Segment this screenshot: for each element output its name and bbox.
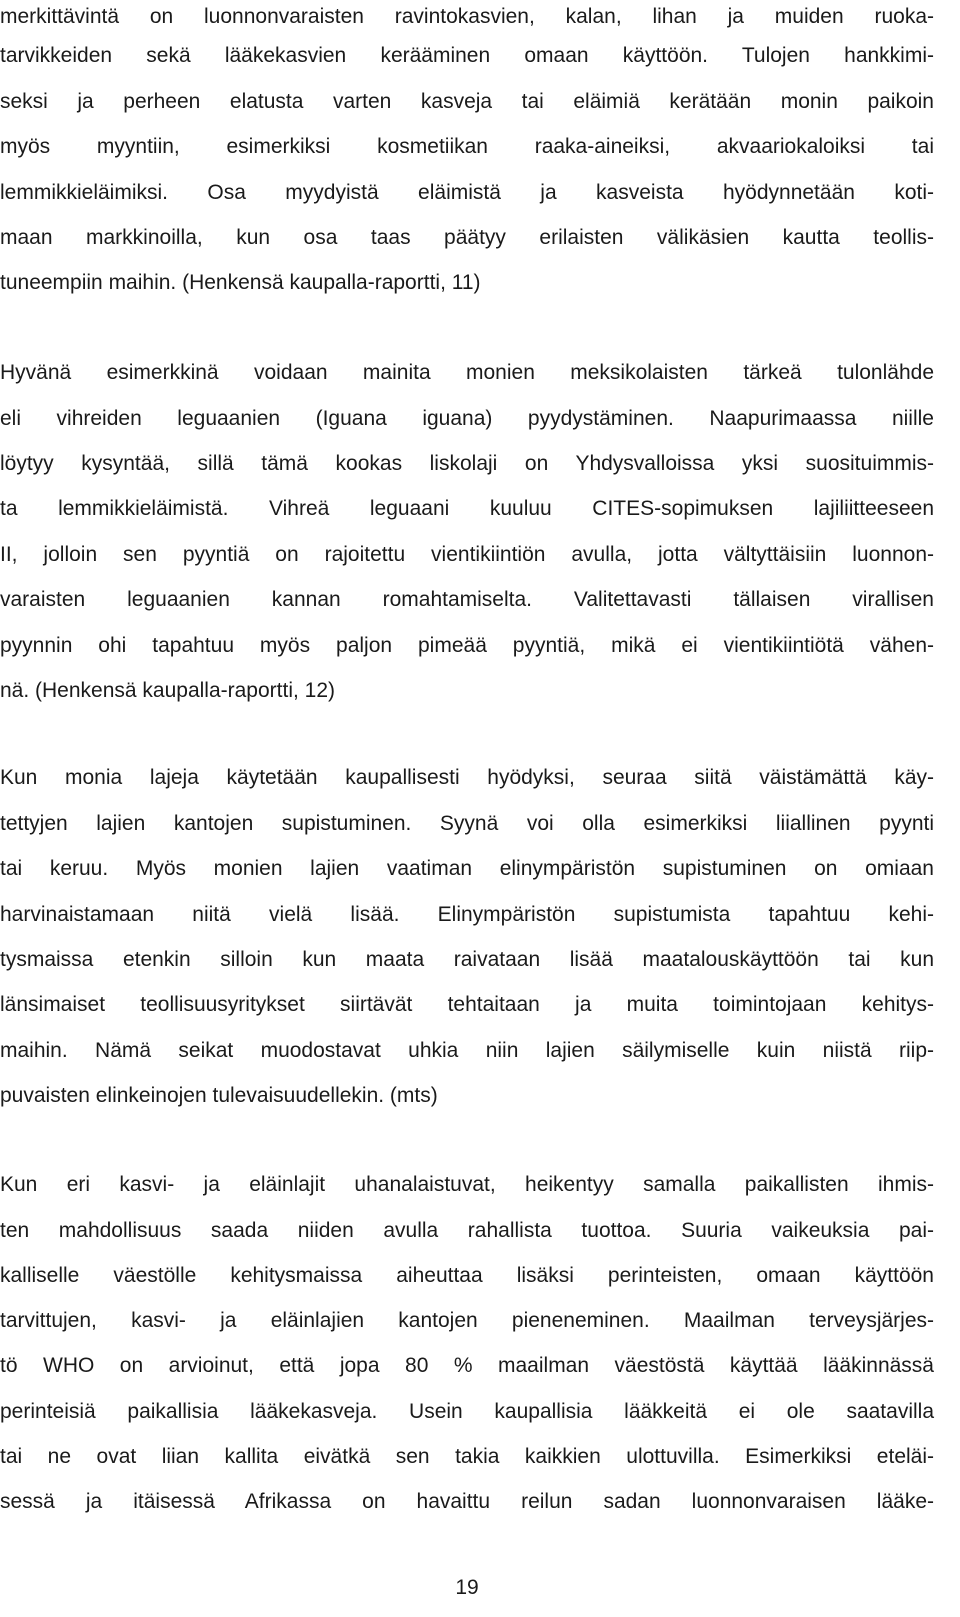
text-line: varaisten leguaanien kannan romahtamiselta. Valitettavasti tällaisen virallisen bbox=[0, 588, 934, 611]
text-line: harvinaistamaan niitä vielä lisää. Elinympäristön supistumista tapahtuu kehi- bbox=[0, 903, 934, 926]
text-line: tysmaissa etenkin silloin kun maata raivataan lisää maatalouskäyttöön tai kun bbox=[0, 948, 934, 971]
text-line: seksi ja perheen elatusta varten kasveja tai eläimiä kerätään monin paikoin bbox=[0, 90, 934, 113]
text-line: maan markkinoilla, kun osa taas päätyy erilaisten välikäsien kautta teollis- bbox=[0, 226, 934, 249]
text-line: tai ne ovat liian kallita eivätkä sen takia kaikkien ulottuvilla. Esimerkiksi eteläi- bbox=[0, 1445, 934, 1468]
text-line: löytyy kysyntää, sillä tämä kookas liskolaji on Yhdysvalloissa yksi suosituimmis- bbox=[0, 452, 934, 475]
text-line: maihin. Nämä seikat muodostavat uhkia niin lajien säilymiselle kuin niistä riip- bbox=[0, 1039, 934, 1062]
text-line: länsimaiset teollisuusyritykset siirtävät tehtaitaan ja muita toimintojaan kehitys- bbox=[0, 993, 934, 1016]
text-line: tuneempiin maihin. (Henkensä kaupalla-raportti, 11) bbox=[0, 271, 481, 294]
text-line: merkittävintä on luonnonvaraisten ravintokasvien, kalan, lihan ja muiden ruoka- bbox=[0, 5, 934, 28]
page-number: 19 bbox=[455, 1576, 479, 1599]
text-line: lemmikkieläimiksi. Osa myydyistä eläimistä ja kasveista hyödynnetään koti- bbox=[0, 181, 934, 204]
text-line: puvaisten elinkeinojen tulevaisuudellekin. (mts) bbox=[0, 1084, 438, 1107]
text-line: tö WHO on arvioinut, että jopa 80 % maailman väestöstä käyttää lääkinnässä bbox=[0, 1354, 934, 1377]
text-line: tettyjen lajien kantojen supistuminen. Syynä voi olla esimerkiksi liiallinen pyynti bbox=[0, 812, 934, 835]
text-line: Kun eri kasvi- ja eläinlajit uhanalaistuvat, heikentyy samalla paikallisten ihmis- bbox=[0, 1173, 934, 1196]
text-line: II, jolloin sen pyyntiä on rajoitettu vientikiintiön avulla, jotta vältyttäisiin luonnon- bbox=[0, 543, 934, 566]
text-line: myös myyntiin, esimerkiksi kosmetiikan raaka-aineiksi, akvaariokaloiksi tai bbox=[0, 135, 934, 158]
text-line: tarvittujen, kasvi- ja eläinlajien kantojen pieneneminen. Maailman terveysjärjes- bbox=[0, 1309, 934, 1332]
text-line: ten mahdollisuus saada niiden avulla rahallista tuottoa. Suuria vaikeuksia pai- bbox=[0, 1219, 934, 1242]
text-line: perinteisiä paikallisia lääkekasveja. Usein kaupallisia lääkkeitä ei ole saatavilla bbox=[0, 1400, 934, 1423]
text-line: eli vihreiden leguaanien (Iguana iguana) pyydystäminen. Naapurimaassa niille bbox=[0, 407, 934, 430]
text-line: sessä ja itäisessä Afrikassa on havaittu reilun sadan luonnonvaraisen lääke- bbox=[0, 1490, 934, 1513]
text-line: ta lemmikkieläimistä. Vihreä leguaani kuuluu CITES-sopimuksen lajiliitteeseen bbox=[0, 497, 934, 520]
text-line: kalliselle väestölle kehitysmaissa aiheuttaa lisäksi perinteisten, omaan käyttöön bbox=[0, 1264, 934, 1287]
text-line: nä. (Henkensä kaupalla-raportti, 12) bbox=[0, 679, 336, 702]
text-line: Kun monia lajeja käytetään kaupallisesti hyödyksi, seuraa siitä väistämättä käy- bbox=[0, 766, 934, 789]
text-line: tarvikkeiden sekä lääkekasvien kerääminen omaan käyttöön. Tulojen hankkimi- bbox=[0, 44, 934, 67]
text-line: Hyvänä esimerkkinä voidaan mainita monien meksikolaisten tärkeä tulonlähde bbox=[0, 361, 934, 384]
text-line: tai keruu. Myös monien lajien vaatiman elinympäristön supistuminen on omiaan bbox=[0, 857, 934, 880]
text-line: pyynnin ohi tapahtuu myös paljon pimeää pyyntiä, mikä ei vientikiintiötä vähen- bbox=[0, 634, 934, 657]
